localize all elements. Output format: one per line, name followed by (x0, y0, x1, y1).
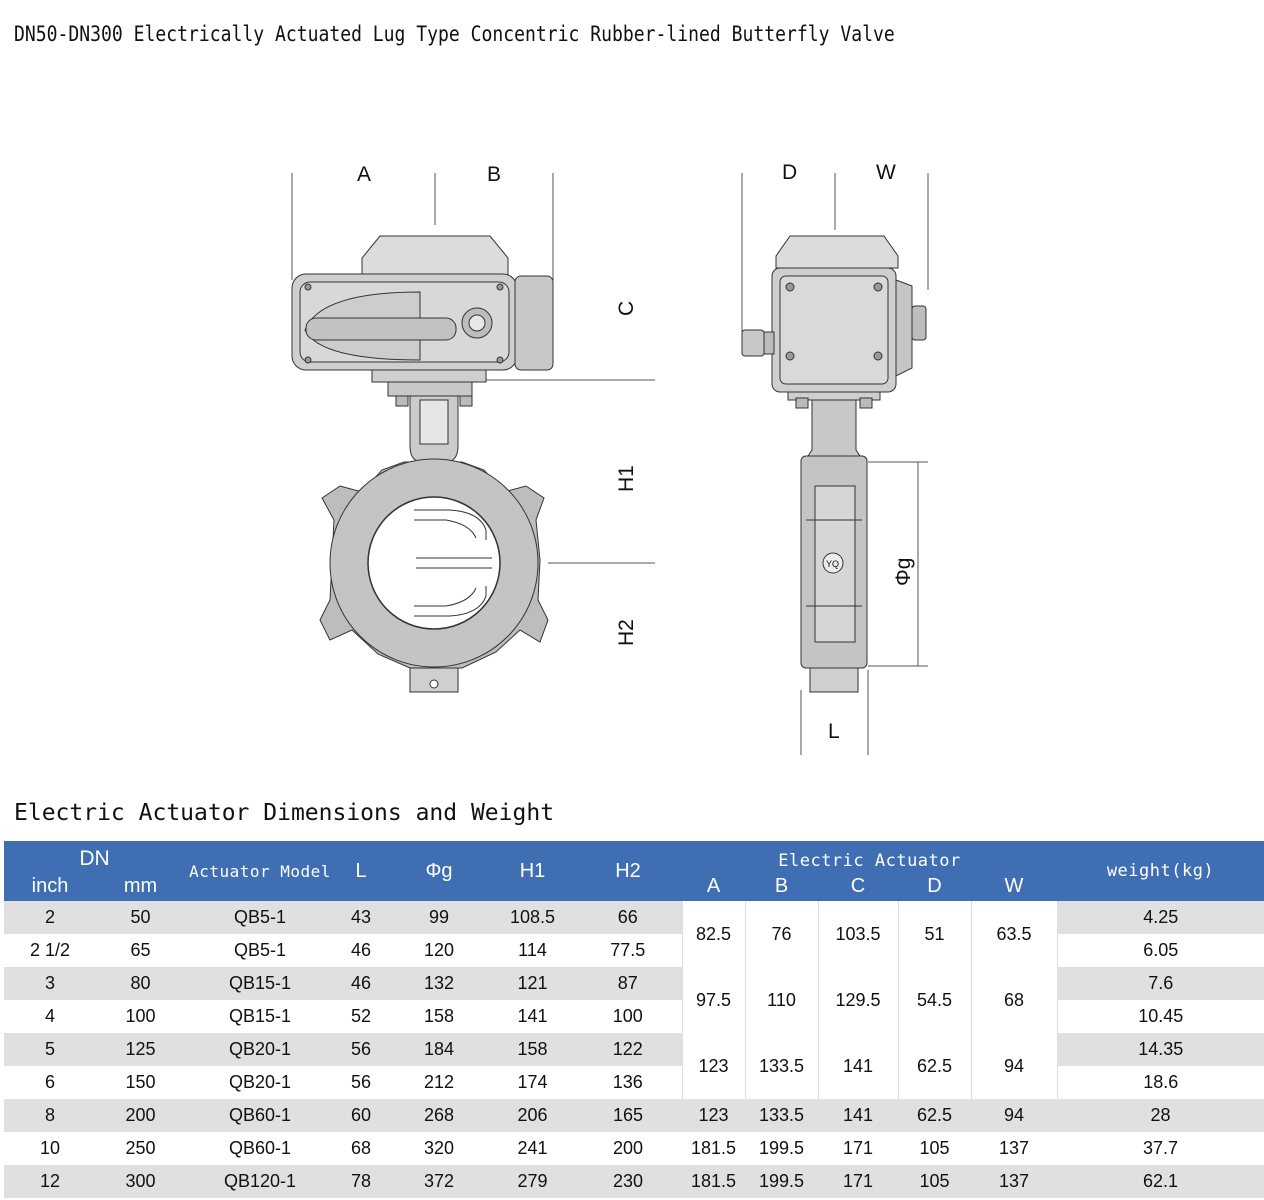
cell-mm: 80 (96, 967, 185, 1000)
cell-phig: 99 (387, 901, 491, 934)
cell-inch: 8 (4, 1099, 96, 1132)
table-row (4, 1000, 1264, 1033)
cell-d: 51 (898, 901, 971, 967)
cell-l: 52 (335, 1000, 387, 1033)
cell-h2: 122 (574, 1033, 682, 1066)
cell-b: 199.5 (745, 1132, 818, 1165)
table-row (4, 1066, 1264, 1099)
cell-model: QB15-1 (185, 967, 335, 1000)
cell-inch: 12 (4, 1165, 96, 1198)
cell-h2: 100 (574, 1000, 682, 1033)
cell-phig: 320 (387, 1132, 491, 1165)
cell-phig: 120 (387, 934, 491, 967)
cell-model: QB20-1 (185, 1033, 335, 1066)
table-row (4, 1165, 1264, 1198)
cell-l: 56 (335, 1033, 387, 1066)
cell-l: 43 (335, 901, 387, 934)
table-header (4, 841, 1264, 901)
cell-weight: 62.1 (1057, 1165, 1264, 1198)
cell-phig: 212 (387, 1066, 491, 1099)
cell-c: 103.5 (818, 901, 898, 967)
cell-w: 137 (971, 1132, 1057, 1165)
cell-h1: 206 (491, 1099, 574, 1132)
cell-h2: 77.5 (574, 934, 682, 967)
cell-model: QB120-1 (185, 1165, 335, 1198)
dimension-table (4, 841, 1264, 1198)
cell-model: QB15-1 (185, 1000, 335, 1033)
table-row (4, 901, 1264, 934)
header-electric-actuator: Electric Actuator (682, 841, 1057, 871)
dim-label-h2: H2 (615, 619, 638, 646)
header-inch: inch (4, 871, 96, 901)
cell-inch: 10 (4, 1132, 96, 1165)
header-d: D (898, 871, 971, 901)
cell-l: 46 (335, 967, 387, 1000)
cell-inch: 4 (4, 1000, 96, 1033)
cell-c: 129.5 (818, 967, 898, 1033)
cell-l: 68 (335, 1132, 387, 1165)
cell-phig: 184 (387, 1033, 491, 1066)
cell-h2: 200 (574, 1132, 682, 1165)
cell-b: 110 (745, 967, 818, 1033)
cell-h2: 66 (574, 901, 682, 934)
cell-weight: 4.25 (1057, 901, 1264, 934)
header-a: A (682, 871, 745, 901)
dim-label-phig: Φg (892, 557, 915, 586)
front-view (292, 173, 655, 692)
cell-inch: 2 (4, 901, 96, 934)
header-weight: weight(kg) (1057, 841, 1264, 901)
cell-weight: 7.6 (1057, 967, 1264, 1000)
table-row (4, 934, 1264, 967)
cell-b: 199.5 (745, 1165, 818, 1198)
cell-weight: 28 (1057, 1099, 1264, 1132)
cell-h1: 279 (491, 1165, 574, 1198)
cell-mm: 150 (96, 1066, 185, 1099)
cell-weight: 37.7 (1057, 1132, 1264, 1165)
cell-weight: 14.35 (1057, 1033, 1264, 1066)
cell-d: 62.5 (898, 1033, 971, 1099)
table-row (4, 1033, 1264, 1066)
header-phig: Φg (387, 841, 491, 901)
header-mm: mm (96, 871, 185, 901)
cell-mm: 50 (96, 901, 185, 934)
dim-label-b: B (487, 163, 502, 186)
cell-h1: 108.5 (491, 901, 574, 934)
cell-l: 60 (335, 1099, 387, 1132)
cell-d: 62.5 (898, 1099, 971, 1132)
dim-label-a: A (357, 163, 372, 186)
cell-d: 105 (898, 1165, 971, 1198)
dim-label-w: W (876, 161, 896, 184)
header-actuator-model: Actuator Model (185, 841, 335, 901)
table-row (4, 1132, 1264, 1165)
cell-inch: 5 (4, 1033, 96, 1066)
cell-mm: 125 (96, 1033, 185, 1066)
header-h1: H1 (491, 841, 574, 901)
page-title: DN50-DN300 Electrically Actuated Lug Type Concentric Rubber-lined Butterfly Valve (14, 22, 895, 46)
header-w: W (971, 871, 1057, 901)
valve-technical-drawing (0, 60, 1166, 780)
dim-label-h1: H1 (615, 465, 638, 492)
cell-c: 141 (818, 1033, 898, 1099)
cell-h1: 158 (491, 1033, 574, 1066)
cell-weight: 10.45 (1057, 1000, 1264, 1033)
cell-l: 56 (335, 1066, 387, 1099)
cell-l: 78 (335, 1165, 387, 1198)
cell-inch: 3 (4, 967, 96, 1000)
dim-label-d: D (782, 161, 798, 184)
cell-h1: 241 (491, 1132, 574, 1165)
cell-h1: 121 (491, 967, 574, 1000)
section-title: Electric Actuator Dimensions and Weight (14, 800, 555, 826)
cell-h2: 230 (574, 1165, 682, 1198)
header-b: B (745, 871, 818, 901)
cell-d: 54.5 (898, 967, 971, 1033)
cell-h2: 87 (574, 967, 682, 1000)
cell-c: 171 (818, 1165, 898, 1198)
side-view (742, 173, 928, 755)
cell-a: 82.5 (682, 901, 745, 967)
cell-w: 68 (971, 967, 1057, 1033)
table-row (4, 967, 1264, 1000)
cell-l: 46 (335, 934, 387, 967)
cell-weight: 18.6 (1057, 1066, 1264, 1099)
header-dn: DN (4, 841, 185, 871)
header-l: L (335, 841, 387, 901)
cell-mm: 100 (96, 1000, 185, 1033)
cell-w: 94 (971, 1033, 1057, 1099)
table-body (4, 901, 1264, 1198)
cell-h2: 136 (574, 1066, 682, 1099)
cell-a: 123 (682, 1099, 745, 1132)
cell-a: 181.5 (682, 1165, 745, 1198)
cell-mm: 65 (96, 934, 185, 967)
cell-w: 63.5 (971, 901, 1057, 967)
cell-w: 94 (971, 1099, 1057, 1132)
dim-label-c: C (615, 300, 638, 316)
cell-a: 123 (682, 1033, 745, 1099)
cell-h2: 165 (574, 1099, 682, 1132)
cell-d: 105 (898, 1132, 971, 1165)
cell-c: 171 (818, 1132, 898, 1165)
cell-a: 97.5 (682, 967, 745, 1033)
cell-mm: 250 (96, 1132, 185, 1165)
table-row (4, 1099, 1264, 1132)
brand-badge: YQ (826, 559, 840, 569)
cell-model: QB20-1 (185, 1066, 335, 1099)
header-h2: H2 (574, 841, 682, 901)
cell-mm: 300 (96, 1165, 185, 1198)
cell-b: 133.5 (745, 1099, 818, 1132)
cell-phig: 158 (387, 1000, 491, 1033)
cell-a: 181.5 (682, 1132, 745, 1165)
cell-w: 137 (971, 1165, 1057, 1198)
cell-inch: 2 1/2 (4, 934, 96, 967)
cell-h1: 114 (491, 934, 574, 967)
cell-phig: 268 (387, 1099, 491, 1132)
cell-model: QB60-1 (185, 1099, 335, 1132)
cell-model: QB60-1 (185, 1132, 335, 1165)
cell-phig: 132 (387, 967, 491, 1000)
cell-b: 133.5 (745, 1033, 818, 1099)
cell-c: 141 (818, 1099, 898, 1132)
dim-label-l: L (828, 720, 840, 743)
cell-h1: 174 (491, 1066, 574, 1099)
cell-model: QB5-1 (185, 901, 335, 934)
cell-mm: 200 (96, 1099, 185, 1132)
cell-inch: 6 (4, 1066, 96, 1099)
cell-model: QB5-1 (185, 934, 335, 967)
cell-phig: 372 (387, 1165, 491, 1198)
header-c: C (818, 871, 898, 901)
cell-weight: 6.05 (1057, 934, 1264, 967)
cell-h1: 141 (491, 1000, 574, 1033)
cell-b: 76 (745, 901, 818, 967)
